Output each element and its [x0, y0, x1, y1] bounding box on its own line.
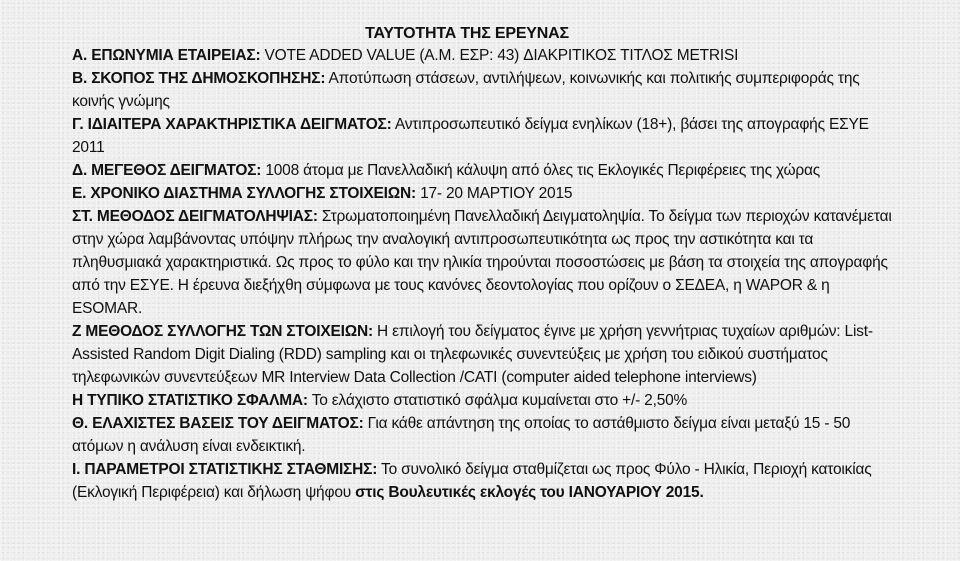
- section-text: VOTE ADDED VALUE (Α.Μ. ΕΣΡ: 43) ΔΙΑΚΡΙΤΙΚΟΣ ΤΙΤΛΟΣ METRISI: [260, 47, 739, 64]
- section-text: Το συνολικό δείγμα σταθμίζεται ως προς Φύλο - Ηλικία, Περιοχή κατοικίας (Εκλογική Περιφέρεια) και δήλωση ψήφου: [72, 461, 872, 501]
- section-text: Αντιπροσωπευτικό δείγμα ενηλίκων (18+), βάσει της απογραφής ΕΣΥΕ 2011: [72, 116, 869, 156]
- section-sampling-method: [72, 205, 902, 320]
- section-text: Για κάθε απάντηση της οποίας το αστάθμιστο δείγμα είναι μεταξύ 15 - 50 ατόμων η ανάλυση είναι ενδεικτική.: [72, 415, 851, 455]
- section-sample-size: [72, 159, 902, 182]
- section-data-collection-method: [72, 320, 902, 389]
- section-text: Η επιλογή του δείγματος έγινε με χρήση γεννήτριας τυχαίων αριθμών: List-Assisted Random Digit Dialing (RDD) sampling και οι τηλεφωνικές συνεντεύξεις με χρήση του ειδικού συστήματος τηλεφωνικών συνεντεύξεων MR Interview Data Collection /CATI (computer aided telephone interviews): [72, 323, 873, 386]
- section-standard-error: [72, 389, 902, 412]
- section-label: Θ. ΕΛΑΧΙΣΤΕΣ ΒΑΣΕΙΣ ΤΟΥ ΔΕΙΓΜΑΤΟΣ:: [72, 415, 364, 432]
- section-text: Αποτύπωση στάσεων, αντιλήψεων, κοινωνικής και πολιτικής συμπεριφοράς της κοινής γνώμης: [72, 70, 860, 110]
- section-survey-purpose: [72, 67, 902, 113]
- section-label: Β. ΣΚΟΠΟΣ ΤΗΣ ΔΗΜΟΣΚΟΠΗΣΗΣ:: [72, 70, 326, 87]
- section-collection-period: [72, 182, 902, 205]
- section-text: 1008 άτομα με Πανελλαδική κάλυψη από όλες τις Εκλογικές Περιφέρειες της χώρας: [261, 162, 821, 179]
- section-text: Το ελάχιστο στατιστικό σφάλμα κυμαίνεται στο +/- 2,50%: [307, 392, 688, 409]
- section-label: Η ΤΥΠΙΚΟ ΣΤΑΤΙΣΤΙΚΟ ΣΦΑΛΜΑ:: [72, 392, 308, 409]
- section-sample-characteristics: [72, 113, 902, 159]
- section-weighting-parameters: [72, 458, 902, 504]
- section-label: Α. ΕΠΩΝΥΜΙΑ ΕΤΑΙΡΕΙΑΣ:: [72, 47, 261, 64]
- section-label: Γ. ΙΔΙΑΙΤΕΡΑ ΧΑΡΑΚΤΗΡΙΣΤΙΚΑ ΔΕΙΓΜΑΤΟΣ:: [72, 116, 392, 133]
- section-label: Ι. ΠΑΡΑΜΕΤΡΟΙ ΣΤΑΤΙΣΤΙΚΗΣ ΣΤΑΘΜΙΣΗΣ:: [72, 461, 378, 478]
- section-label: Ε. ΧΡΟΝΙΚΟ ΔΙΑΣΤΗΜΑ ΣΥΛΛΟΓΗΣ ΣΤΟΙΧΕΙΩΝ:: [72, 185, 416, 202]
- section-label: Ζ ΜΕΘΟΔΟΣ ΣΥΛΛΟΓΗΣ ΤΩΝ ΣΤΟΙΧΕΙΩΝ:: [72, 323, 373, 340]
- survey-identity-document: [72, 24, 902, 504]
- section-minimum-bases: [72, 412, 902, 458]
- document-title: ΤΑΥΤΟΤΗΤΑ ΤΗΣ ΕΡΕΥΝΑΣ: [365, 25, 569, 42]
- section-label: ΣΤ. ΜΕΘΟΔΟΣ ΔΕΙΓΜΑΤΟΛΗΨΙΑΣ:: [72, 208, 318, 225]
- section-emphasis: στις Βουλευτικές εκλογές του ΙΑΝΟΥΑΡΙΟΥ 2015.: [355, 484, 704, 501]
- section-label: Δ. ΜΕΓΕΘΟΣ ΔΕΙΓΜΑΤΟΣ:: [72, 162, 262, 179]
- section-company-name: [72, 44, 902, 67]
- section-text: Στρωματοποιημένη Πανελλαδική Δειγματοληψία. Το δείγμα των περιοχών κατανέμεται στην χώρα λαμβάνοντας υπόψην πλήρως την αναλογική αντιπροσωπευτικότητα ως προς την αστικότητα και τα πληθυσμιακά χαρακτηριστικά. Ως προς το φύλο και την ηλικία τηρούνται ποσοστώσεις με βάση τα στοιχεία της απογραφής από την ΕΣΥΕ. Η έρευνα διεξήχθη σύμφωνα με τους κανόνες δεοντολογίας που ορίζουν ο ΣΕΔΕΑ, η WAPOR & η ESOMAR.: [72, 208, 892, 317]
- section-text: 17- 20 ΜΑΡΤΙΟΥ 2015: [415, 185, 573, 202]
